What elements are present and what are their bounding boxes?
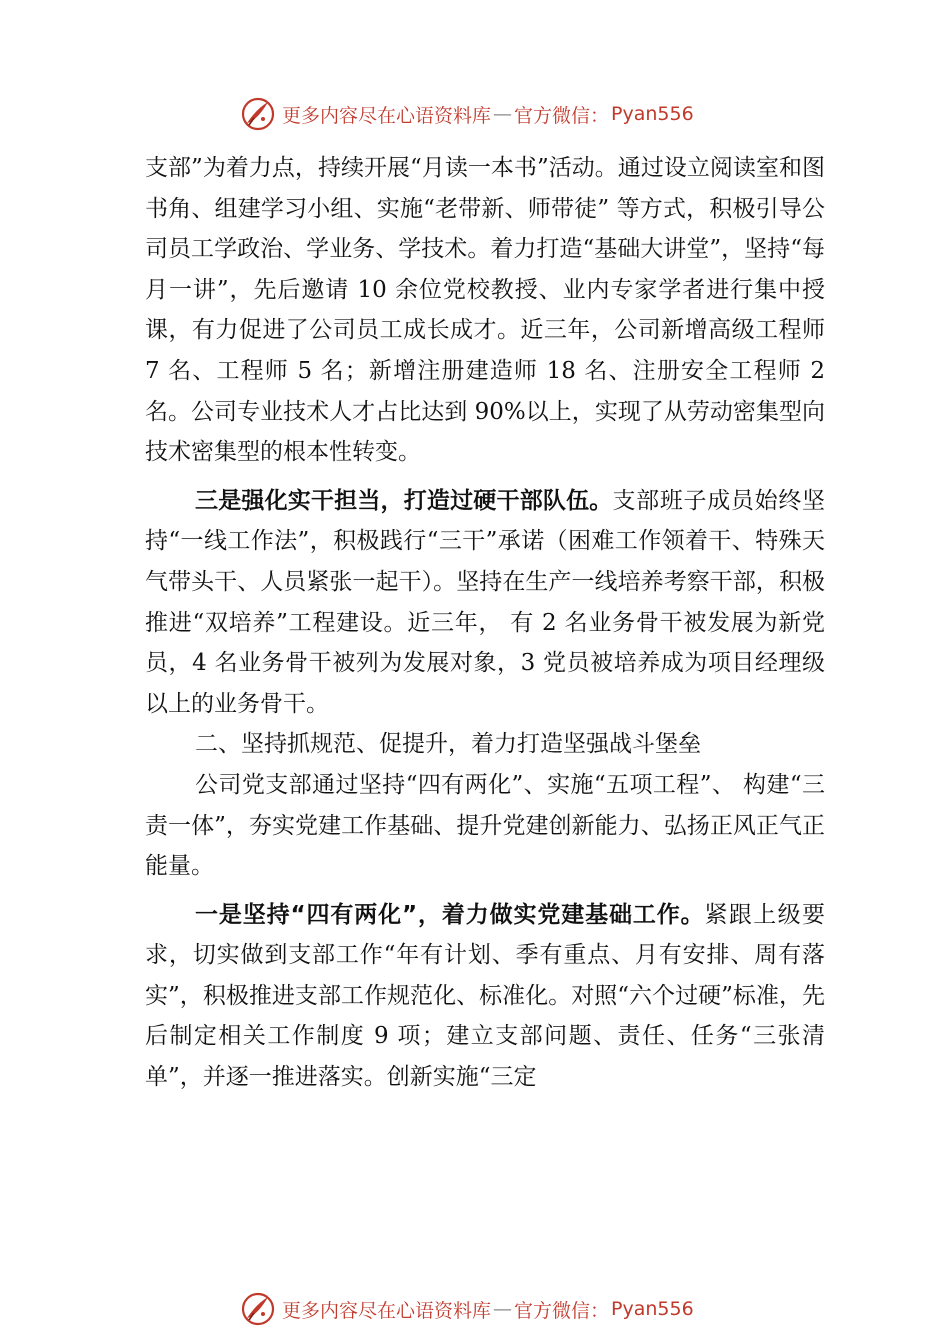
- watermark-text: 更多内容尽在心语资料库: [282, 104, 492, 127]
- paragraph-4-text: 紧跟上级要求，切实做到支部工作“年有计划、季有重点、月有安排、周有落实”，积极推进支部工作规范化、标准化。对照“六个过硬”标准，先后制定相关工作制度 9 项；建立支部问题、责任、任务“三张清单”，并逐一推进落实。创新实施“三定: [145, 901, 826, 1091]
- pen-logo-icon: [240, 1291, 276, 1327]
- paragraph-2-text: 支部班子成员始终坚持“一线工作法”，积极践行“三干”承诺（困难工作领着干、特殊天气带头干、人员紧张一起干）。坚持在生产一线培养考察干部，积极推进“双培养”工程建设。近三年， 有 2 名业务骨干被发展为新党员，4 名业务骨干被列为发展对象，3 党员被培养成为项目经理级以上的业务骨干。: [145, 487, 826, 717]
- watermark-wechat-id: Pyan556: [611, 103, 694, 125]
- paragraph-1: [145, 148, 825, 473]
- watermark-wechat-id: Pyan556: [611, 1298, 694, 1320]
- paragraph-4: [145, 895, 825, 1098]
- paragraph-1-text: 支部”为着力点，持续开展“月读一本书”活动。通过设立阅读室和图书角、组建学习小组、实施“老带新、师带徒” 等方式，积极引导公司员工学政治、学业务、学技术。着力打造“基础大讲堂”，坚持“每月一讲”，先后邀请 10 余位党校教授、业内专家学者进行集中授课，有力促进了公司员工成长成才。近三年，公司新增高级工程师 7 名、工程师 5 名；新增注册建造师 18 名、注册安全工程师 2 名。公司专业技术人才占比达到 90%以上，实现了从劳动密集型向技术密集型的根本性转变。: [145, 155, 825, 466]
- section-heading: [145, 724, 825, 765]
- watermark-dash: —: [493, 103, 513, 125]
- watermark-wechat-label: 官方微信：: [514, 104, 610, 127]
- header-watermark: [240, 94, 694, 134]
- pen-logo-icon: [240, 96, 276, 132]
- paragraph-3: [145, 765, 825, 887]
- footer-watermark: [240, 1289, 694, 1329]
- watermark-wechat-label: 官方微信：: [514, 1299, 610, 1322]
- paragraph-3-text: 公司党支部通过坚持“四有两化”、实施“五项工程”、 构建“三责一体”，夯实党建工作基础、提升党建创新能力、弘扬正风正气正能量。: [145, 771, 825, 880]
- paragraph-2-heading: 三是强化实干担当，打造过硬干部队伍。: [195, 487, 613, 514]
- section-heading-text: 二、坚持抓规范、促提升，着力打造坚强战斗堡垒: [195, 731, 701, 758]
- watermark-text: 更多内容尽在心语资料库: [282, 1299, 492, 1322]
- watermark-dash: —: [493, 1298, 513, 1320]
- paragraph-2: [145, 481, 825, 725]
- paragraph-4-heading: 一是坚持“四有两化”，着力做实党建基础工作。: [195, 901, 705, 928]
- document-body: [145, 148, 825, 1098]
